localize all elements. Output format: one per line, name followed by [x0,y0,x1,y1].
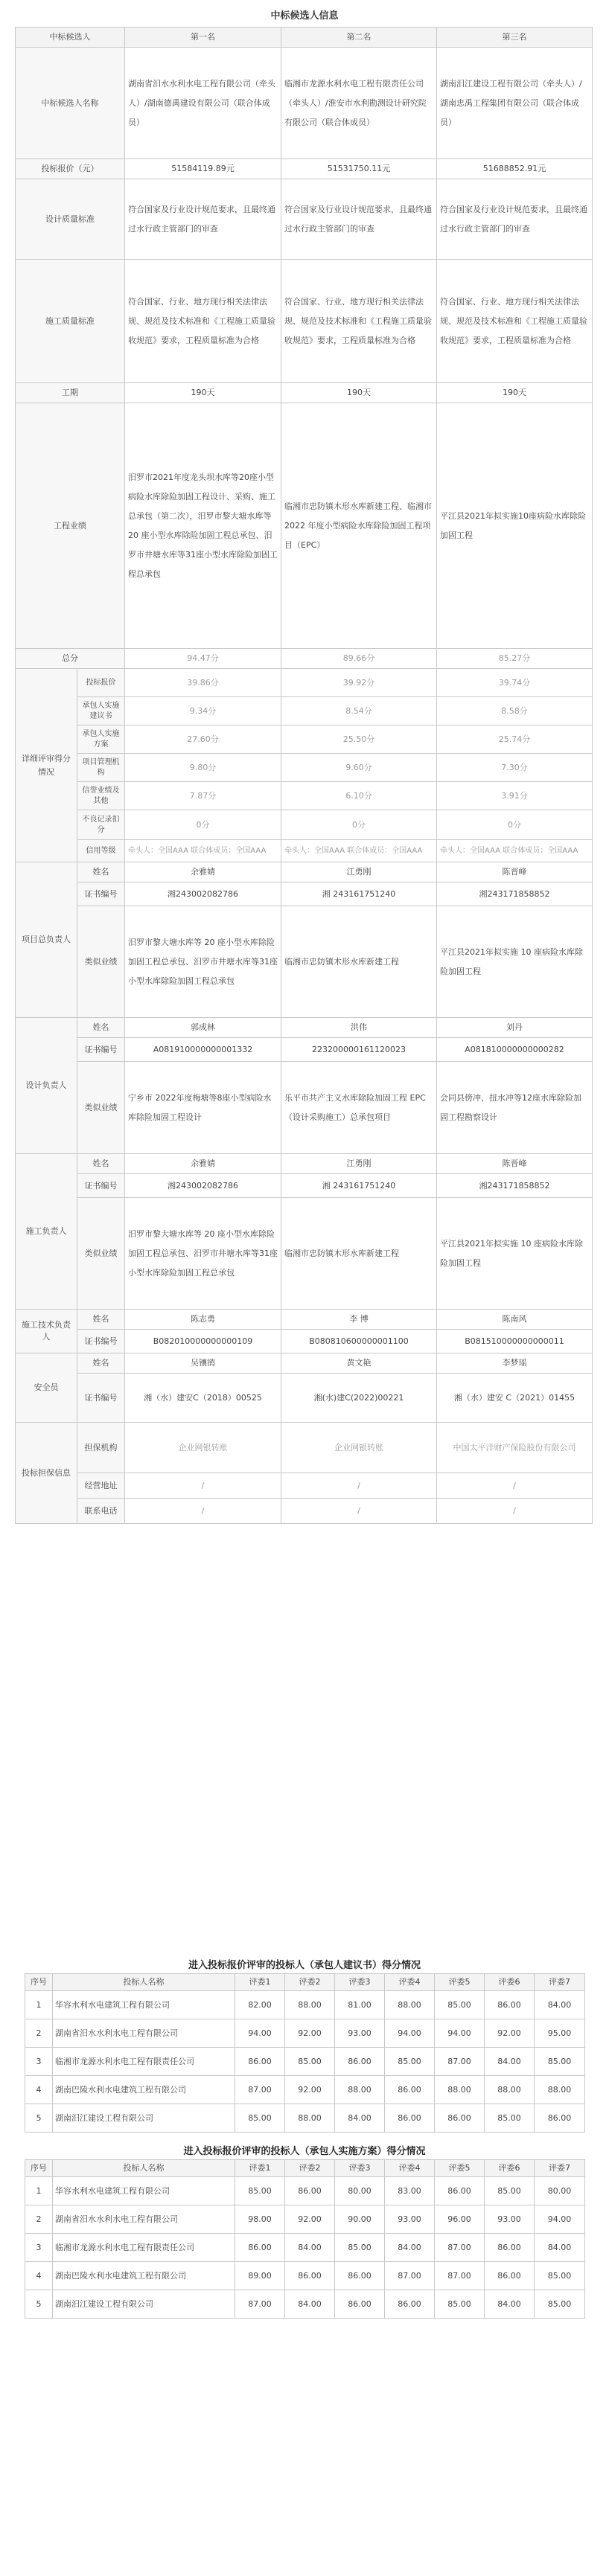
score-header-cell: 评委6 [485,2160,535,2177]
person-name: 郭成林 [125,1018,281,1038]
row-label: 总分 [16,649,125,669]
judge-score: 88.00 [335,2076,385,2104]
score-row [25,2262,585,2290]
field-label: 证书编号 [77,882,125,906]
judge-score: 87.00 [385,2262,435,2290]
judge-score: 86.00 [235,2048,285,2076]
guarantee-phone: / [437,1499,593,1524]
bid-price: 51688852.91元 [437,159,593,179]
group-label: 安全员 [16,1353,77,1423]
detail-row [16,754,593,782]
detail-score: 6.10分 [281,782,437,810]
judge-score: 88.00 [285,2104,335,2133]
bidder-name: 湖南省汨水水利水电工程有限公司 [53,2019,235,2048]
cert-number: B080810600000001100 [281,1330,437,1353]
cert-number: 湘 243161751240 [281,882,437,906]
guarantee-org: 企业网银转账 [281,1423,437,1473]
safety-cert-row [16,1374,593,1423]
bidder-name: 华容水利水电建筑工程有限公司 [53,1991,235,2019]
judge-score: 84.00 [285,2290,335,2319]
judge-score: 85.00 [435,1991,485,2019]
credit-level: 牵头人：全国AAA 联合体成员：全国AAA [437,840,593,862]
score-header-cell: 评委7 [535,2160,585,2177]
similar-performance: 宁乡市 2022年度梅塘等8座小型病险水库除险加固工程设计 [125,1062,281,1154]
score-header-cell: 投标人名称 [53,1974,235,1991]
judge-score: 83.00 [385,2177,435,2205]
cert-number: 湘243171858852 [437,1174,593,1198]
bidder-name: 湖南汨江建设工程有限公司 [53,2290,235,2319]
score-header-cell: 评委1 [235,1974,285,1991]
cert-number: 223200000161120023 [281,1038,437,1062]
cert-number: 湘243002082786 [125,1174,281,1198]
judge-score: 88.00 [285,1991,335,2019]
guarantee-org-row [16,1423,593,1473]
score-row [25,2290,585,2319]
judge-score: 93.00 [485,2205,535,2234]
person-name: 陈志勇 [125,1310,281,1330]
field-label: 姓名 [77,1353,125,1374]
score-header-row [25,1974,585,1991]
detail-score: 8.54分 [281,697,437,725]
judge-score: 86.00 [435,2177,485,2205]
construction-quality-row [16,260,593,383]
cert-number: 湘(水)建C(2022)00221 [281,1374,437,1423]
detail-score: 39.92分 [281,669,437,697]
similar-performance: 平江县2021年拟实施 10 座病险水库除险加固工程 [437,1198,593,1310]
guarantee-address: / [125,1473,281,1499]
judge-score: 87.00 [235,2290,285,2319]
judge-score: 86.00 [385,2104,435,2133]
group-label: 施工技术负责人 [16,1310,77,1353]
score-row [25,1991,585,2019]
group-label: 施工负责人 [16,1154,77,1310]
bidder-name: 华容水利水电建筑工程有限公司 [53,2177,235,2205]
detail-label: 信誉业绩及其他 [77,782,125,810]
field-label: 姓名 [77,1310,125,1330]
design-quality: 符合国家及行业设计规范要求，且最终通过水行政主管部门的审查 [281,179,437,260]
duration: 190天 [281,383,437,403]
judge-score: 85.00 [535,2262,585,2290]
candidate-table [15,27,593,1524]
safety-name-row [16,1353,593,1374]
cert-number: B082010000000000109 [125,1330,281,1353]
judge-score: 94.00 [535,2205,585,2234]
person-name-row [16,862,593,882]
credit-row [16,840,593,862]
judge-score: 92.00 [485,2019,535,2048]
cert-number: 湘243171858852 [437,882,593,906]
field-label: 证书编号 [77,1174,125,1198]
row-label: 工期 [16,383,125,403]
judge-score: 85.00 [235,2177,285,2205]
judge-score: 95.00 [535,2019,585,2048]
group-label: 项目总负责人 [16,862,77,1018]
judge-score: 96.00 [435,2205,485,2234]
judge-score: 84.00 [485,2290,535,2319]
design-quality: 符合国家及行业设计规范要求，且最终通过水行政主管部门的审查 [125,179,281,260]
score-header-cell: 序号 [25,1974,53,1991]
judge-score: 85.00 [485,2104,535,2133]
detail-score: 9.80分 [125,754,281,782]
judge-score: 85.00 [435,2290,485,2319]
detail-label: 承包人实施方案 [77,725,125,754]
guarantee-address: / [281,1473,437,1499]
judge-score: 85.00 [535,2290,585,2319]
judge-score: 86.00 [335,2290,385,2319]
person-perf-row [16,1198,593,1310]
judge-score: 86.00 [385,2290,435,2319]
detail-label: 项目管理机构 [77,754,125,782]
guarantee-phone-row [16,1499,593,1524]
judge-score: 88.00 [485,2076,535,2104]
judge-score: 84.00 [335,2104,385,2133]
score-header-cell: 评委2 [285,1974,335,1991]
judge-score: 86.00 [485,2234,535,2262]
detail-label: 承包人实施建议书 [77,697,125,725]
row-index: 4 [25,2076,53,2104]
judge-score: 81.00 [335,1991,385,2019]
judge-score: 85.00 [385,2048,435,2076]
bidder-name: 临湘市龙源水利水电工程有限责任公司 [53,2234,235,2262]
judge-score: 84.00 [535,2234,585,2262]
judge-score: 85.00 [235,2104,285,2133]
judge-score: 80.00 [535,2177,585,2205]
score-table-2-title: 进入投标报价评审的投标人（承包人实施方案）得分情况 [183,2146,426,2157]
row-label: 工程业绩 [16,403,125,649]
guarantee-addr-row [16,1473,593,1499]
similar-performance: 临湘市忠防镇木形水库新建工程 [281,1198,437,1310]
row-index: 4 [25,2262,53,2290]
row-label: 信用等级 [77,840,125,862]
similar-performance: 平江县2021年拟实施 10 座病险水库除险加固工程 [437,906,593,1018]
judge-score: 85.00 [535,2048,585,2076]
person-name: 陈晋峰 [437,862,593,882]
guarantee-phone: / [281,1499,437,1524]
score-row [25,2076,585,2104]
judge-score: 85.00 [285,2048,335,2076]
field-label: 类似业绩 [77,1198,125,1310]
judge-score: 85.00 [335,2234,385,2262]
score-header-row [25,2160,585,2177]
bidder-name: 湖南巴陵水利水电建筑工程有限公司 [53,2262,235,2290]
judge-score: 88.00 [435,2076,485,2104]
row-index: 1 [25,2177,53,2205]
score-row [25,2234,585,2262]
score-header-cell: 序号 [25,2160,53,2177]
similar-performance: 汨罗市黎大塘水库等 20 座小型水库除险加固工程总承包、汨罗市井塘水库等31座小型水库除险加固工程总承包 [125,1198,281,1310]
score-header-cell: 评委7 [535,1974,585,1991]
tech-lead-name-row [16,1310,593,1330]
cert-number: B081510000000000011 [437,1330,593,1353]
design-quality-row [16,179,593,260]
judge-score: 86.00 [485,2262,535,2290]
judge-score: 92.00 [285,2205,335,2234]
judge-score: 87.00 [235,2076,285,2104]
performance: 平江县2021年拟实施10座病险水库除险加固工程 [437,403,593,649]
row-index: 1 [25,1991,53,2019]
field-label: 经营地址 [77,1473,125,1499]
score-header-cell: 评委2 [285,2160,335,2177]
judge-score: 94.00 [385,2019,435,2048]
judge-score: 85.00 [485,2177,535,2205]
header-cell: 第一名 [125,28,281,48]
judge-score: 80.00 [335,2177,385,2205]
judge-score: 90.00 [335,2205,385,2234]
bidder-name: 湖南巴陵水利水电建筑工程有限公司 [53,2076,235,2104]
row-index: 2 [25,2019,53,2048]
duration-row [16,383,593,403]
field-label: 担保机构 [77,1423,125,1473]
candidate-name-row [16,48,593,159]
judge-score: 94.00 [435,2019,485,2048]
score-header-cell: 评委4 [385,1974,435,1991]
field-label: 证书编号 [77,1330,125,1353]
guarantee-org: 企业网银转账 [125,1423,281,1473]
detail-row [16,810,593,840]
group-label: 设计负责人 [16,1018,77,1154]
judge-score: 86.00 [285,2262,335,2290]
judge-score: 86.00 [285,2177,335,2205]
detail-score: 7.87分 [125,782,281,810]
tech-lead-cert-row [16,1330,593,1353]
score-row [25,2019,585,2048]
judge-score: 92.00 [285,2076,335,2104]
judge-score: 92.00 [285,2019,335,2048]
detail-row [16,697,593,725]
score-table-2 [25,2159,585,2319]
cert-number: 湘243002082786 [125,882,281,906]
person-name-row [16,1018,593,1038]
detail-score: 8.58分 [437,697,593,725]
bid-price: 51584119.89元 [125,159,281,179]
bidder-name: 湖南省汨水水利水电工程有限公司 [53,2205,235,2234]
score-table-1-title: 进入投标报价评审的投标人（承包人建议书）得分情况 [188,1960,421,1971]
bidder-name: 临湘市龙源水利水电工程有限责任公司 [53,2048,235,2076]
person-name-row [16,1154,593,1174]
detail-row [16,669,593,697]
person-cert-row [16,882,593,906]
field-label: 证书编号 [77,1038,125,1062]
similar-performance: 临湘市忠防镇木形水库新建工程 [281,906,437,1018]
person-name: 余雅婧 [125,1154,281,1174]
detail-score: 39.74分 [437,669,593,697]
person-name: 李 博 [281,1310,437,1330]
person-name: 刘丹 [437,1018,593,1038]
detail-score: 7.30分 [437,754,593,782]
guarantee-address: / [437,1473,593,1499]
detail-score: 25.50分 [281,725,437,754]
row-index: 3 [25,2048,53,2076]
group-label: 详细评审得分情况 [16,669,77,862]
bidder-name: 湖南汨江建设工程有限公司 [53,2104,235,2133]
person-name: 江勇刚 [281,862,437,882]
group-label: 投标担保信息 [16,1423,77,1524]
person-name: 洪伟 [281,1018,437,1038]
person-cert-row [16,1038,593,1062]
score-header-cell: 评委4 [385,2160,435,2177]
guarantee-org: 中国太平洋财产保险股份有限公司 [437,1423,593,1473]
duration: 190天 [125,383,281,403]
bid-price: 51531750.11元 [281,159,437,179]
person-name: 陈晋峰 [437,1154,593,1174]
score-header-cell: 评委5 [435,2160,485,2177]
construction-quality: 符合国家、行业、地方现行相关法律法规、规范及技术标准和《工程施工质量验收规范》要求，工程质量标准为合格 [281,260,437,383]
cert-number: 湘 243161751240 [281,1174,437,1198]
row-index: 5 [25,2290,53,2319]
score-header-cell: 评委3 [335,2160,385,2177]
judge-score: 84.00 [485,2048,535,2076]
score-table-1 [25,1973,585,2133]
judge-score: 89.00 [235,2262,285,2290]
judge-score: 84.00 [385,2234,435,2262]
header-cell: 第二名 [281,28,437,48]
person-name: 黄文艳 [281,1353,437,1374]
row-index: 3 [25,2234,53,2262]
judge-score: 84.00 [285,2234,335,2262]
header-row [16,28,593,48]
credit-level: 牵头人：全国AAA 联合体成员：全国AAA [125,840,281,862]
person-perf-row [16,1062,593,1154]
field-label: 姓名 [77,1018,125,1038]
cert-number: 湘（水）建安 C（2021）01455 [437,1374,593,1423]
judge-score: 86.00 [335,2262,385,2290]
performance: 临湘市忠防镇木形水库新建工程、临湘市 2022 年度小型病险水库除险加固工程项目（EPC） [281,403,437,649]
judge-score: 94.00 [235,2019,285,2048]
judge-score: 87.00 [435,2048,485,2076]
person-name: 李梦瑶 [437,1353,593,1374]
candidate-name: 临湘市龙源水利水电工程有限责任公司（牵头人）/淮安市水利勘测设计研究院有限公司（联合体成员） [281,48,437,159]
judge-score: 88.00 [385,1991,435,2019]
judge-score: 84.00 [535,1991,585,2019]
judge-score: 86.00 [435,2104,485,2133]
field-label: 类似业绩 [77,906,125,1018]
performance: 汨罗市2021年度龙头坝水库等20座小型病险水库除险加固工程设计、采购、施工总承包（第二次），汨罗市黎大塘水库等 20 座小型水库除险加固工程总承包、汨罗市井塘水库等31座小型水库除险加固工程总承包 [125,403,281,649]
row-label: 中标候选人名称 [16,48,125,159]
detail-score: 0分 [125,810,281,840]
judge-score: 86.00 [335,2048,385,2076]
judge-score: 86.00 [485,1991,535,2019]
similar-performance: 会同县傍冲、扭水冲等12座水库除险加固工程勘察设计 [437,1062,593,1154]
person-name: 吴镶鹆 [125,1353,281,1374]
detail-score: 9.34分 [125,697,281,725]
detail-row [16,725,593,754]
candidate-name: 湖南省汨水水利水电工程有限公司（牵头人）/湖南德禹建设有限公司（联合体成员） [125,48,281,159]
person-perf-row [16,906,593,1018]
bid-price-row [16,159,593,179]
person-name: 江勇刚 [281,1154,437,1174]
detail-score: 0分 [437,810,593,840]
row-index: 2 [25,2205,53,2234]
cert-number: 湘（水）建安C（2018）00525 [125,1374,281,1423]
field-label: 姓名 [77,1154,125,1174]
detail-label: 投标报价 [77,669,125,697]
judge-score: 82.00 [235,1991,285,2019]
score-header-cell: 评委1 [235,2160,285,2177]
detail-score: 25.74分 [437,725,593,754]
judge-score: 87.00 [435,2262,485,2290]
total-score: 85.27分 [437,649,593,669]
design-quality: 符合国家及行业设计规范要求，且最终通过水行政主管部门的审查 [437,179,593,260]
judge-score: 98.00 [235,2205,285,2234]
credit-level: 牵头人：全国AAA 联合体成员：全国AAA [281,840,437,862]
person-name: 陈南风 [437,1310,593,1330]
score-row [25,2205,585,2234]
judge-score: 87.00 [435,2234,485,2262]
person-name: 余雅婧 [125,862,281,882]
header-cell: 第三名 [437,28,593,48]
performance-row [16,403,593,649]
cert-number: A081810000000000282 [437,1038,593,1062]
judge-score: 88.00 [535,2076,585,2104]
row-index: 5 [25,2104,53,2133]
detail-score: 3.91分 [437,782,593,810]
judge-score: 93.00 [385,2205,435,2234]
row-label: 设计质量标准 [16,179,125,260]
score-row [25,2177,585,2205]
detail-label: 不良记录扣分 [77,810,125,840]
field-label: 姓名 [77,862,125,882]
duration: 190天 [437,383,593,403]
similar-performance: 汨罗市黎大塘水库等 20 座小型水库除险加固工程总承包、汨罗市井塘水库等31座小型水库除险加固工程总承包 [125,906,281,1018]
field-label: 类似业绩 [77,1062,125,1154]
detail-score: 9.60分 [281,754,437,782]
detail-score: 27.60分 [125,725,281,754]
score-header-cell: 评委5 [435,1974,485,1991]
guarantee-phone: / [125,1499,281,1524]
candidate-name: 湖南汨江建设工程有限公司（牵头人）/湖南忠禹工程集团有限公司（联合体成员） [437,48,593,159]
score-row [25,2104,585,2133]
judge-score: 93.00 [335,2019,385,2048]
judge-score: 86.00 [385,2076,435,2104]
judge-score: 86.00 [235,2234,285,2262]
construction-quality: 符合国家、行业、地方现行相关法律法规、规范及技术标准和《工程施工质量验收规范》要求，工程质量标准为合格 [125,260,281,383]
score-header-cell: 评委6 [485,1974,535,1991]
similar-performance: 乐平市共产主义水库除险加固工程 EPC（设计采购施工）总承包项目 [281,1062,437,1154]
score-header-cell: 评委3 [335,1974,385,1991]
row-label: 投标报价（元） [16,159,125,179]
header-cell: 中标候选人 [16,28,125,48]
person-cert-row [16,1174,593,1198]
row-label: 施工质量标准 [16,260,125,383]
judge-score: 86.00 [535,2104,585,2133]
field-label: 联系电话 [77,1499,125,1524]
score-header-cell: 投标人名称 [53,2160,235,2177]
score-row [25,2048,585,2076]
page-title: 中标候选人信息 [270,10,339,22]
total-score: 89.66分 [281,649,437,669]
detail-score: 39.86分 [125,669,281,697]
field-label: 证书编号 [77,1374,125,1423]
cert-number: A081910000000001332 [125,1038,281,1062]
total-row [16,649,593,669]
detail-score: 0分 [281,810,437,840]
detail-row [16,782,593,810]
construction-quality: 符合国家、行业、地方现行相关法律法规、规范及技术标准和《工程施工质量验收规范》要求，工程质量标准为合格 [437,260,593,383]
total-score: 94.47分 [125,649,281,669]
